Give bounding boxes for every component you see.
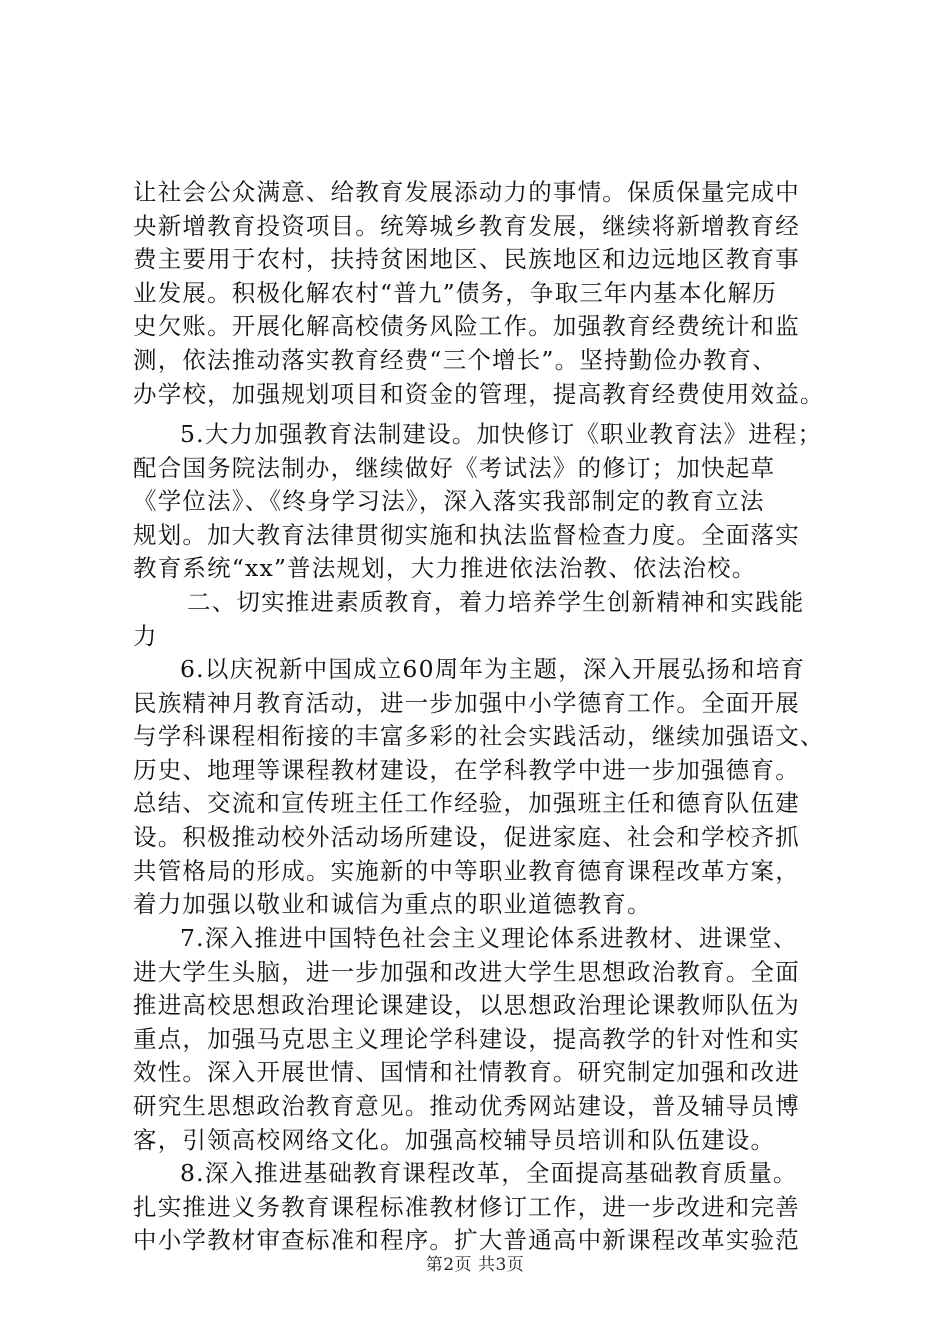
text-line: 效性。深入开展世情、国情和社情教育。研究制定加强和改进 (133, 1058, 800, 1087)
text-line: 业发展。积极化解农村“普九”债务，争取三年内基本化解历 (133, 278, 777, 307)
page-number-footer: 第2页 共3页 (425, 1255, 525, 1275)
text-line: 规划。加大教育法律贯彻实施和执法监督检查力度。全面落实 (133, 520, 800, 549)
text-line: 《学位法》、《终身学习法》，深入落实我部制定的教育立法 (133, 487, 765, 516)
paragraph-item-6-moral-education (133, 653, 823, 922)
text-line: 史欠账。开展化解高校债务风险工作。加强教育经费统计和监 (133, 312, 800, 341)
text-line: 客，引领高校网络文化。加强高校辅导员培训和队伍建设。 (133, 1125, 776, 1154)
text-line: 7.深入推进中国特色社会主义理论体系进教材、进课堂、 (180, 924, 798, 952)
text-line: 进大学生头脑，进一步加强和改进大学生思想政治教育。全面 (133, 957, 800, 986)
text-line: 6.以庆祝新中国成立60周年为主题，深入开展弘扬和培育 (180, 655, 806, 683)
text-line: 民族精神月教育活动，进一步加强中小学德育工作。全面开展 (133, 688, 800, 717)
text-line: 重点，加强马克思主义理论学科建设，提高教学的针对性和实 (133, 1024, 800, 1053)
text-line: 费主要用于农村，扶持贫困地区、民族地区和边远地区教育事 (133, 245, 800, 274)
text-line: 央新增教育投资项目。统筹城乡教育发展，继续将新增教育经 (133, 211, 800, 240)
paragraph-education-funding (133, 176, 823, 411)
text-line: 总结、交流和宣传班主任工作经验，加强班主任和德育队伍建 (133, 789, 800, 818)
text-line: 二、切实推进素质教育，着力培养学生创新精神和实践能 (187, 588, 805, 616)
text-line: 设。积极推动校外活动场所建设，促进家庭、社会和学校齐抓 (133, 822, 800, 851)
text-line: 共管格局的形成。实施新的中等职业教育德育课程改革方案， (133, 856, 800, 885)
text-line: 让社会公众满意、给教育发展添动力的事情。保质保量完成中 (133, 178, 800, 206)
text-line: 与学科课程相衔接的丰富多彩的社会实践活动，继续加强语文、 (133, 722, 825, 751)
text-line: 历史、地理等课程教材建设，在学科教学中进一步加强德育。 (133, 755, 800, 784)
paragraph-item-7-ideological-education (133, 922, 823, 1157)
text-line: 测，依法推动落实教育经费“三个增长”。坚持勤俭办教育、 (133, 345, 777, 374)
text-line: 教育系统“xx”普法规划，大力推进依法治教、依法治校。 (133, 554, 757, 583)
text-line: 中小学教材审查标准和程序。扩大普通高中新课程改革实验范 (133, 1226, 800, 1255)
text-line: 5.大力加强教育法制建设。加快修订《职业教育法》进程； (180, 420, 823, 448)
text-line: 着力加强以敬业和诚信为重点的职业道德教育。 (133, 890, 652, 919)
text-line: 扎实推进义务教育课程标准教材修订工作，进一步改进和完善 (133, 1192, 800, 1221)
text-line: 推进高校思想政治理论课建设，以思想政治理论课教师队伍为 (133, 991, 800, 1020)
paragraph-item-8-curriculum-reform (133, 1157, 823, 1258)
text-line: 配合国务院法制办，继续做好《考试法》的修订；加快起草 (133, 453, 776, 482)
text-line: 8.深入推进基础教育课程改革，全面提高基础教育质量。 (180, 1159, 798, 1187)
section-heading-quality-education (133, 586, 823, 653)
text-line: 办学校，加强规划项目和资金的管理，提高教育经费使用效益。 (133, 379, 825, 408)
paragraph-item-5-legal-system (133, 418, 823, 586)
text-line: 研究生思想政治教育意见。推动优秀网站建设，普及辅导员博 (133, 1091, 800, 1120)
text-line: 力 (133, 621, 158, 650)
